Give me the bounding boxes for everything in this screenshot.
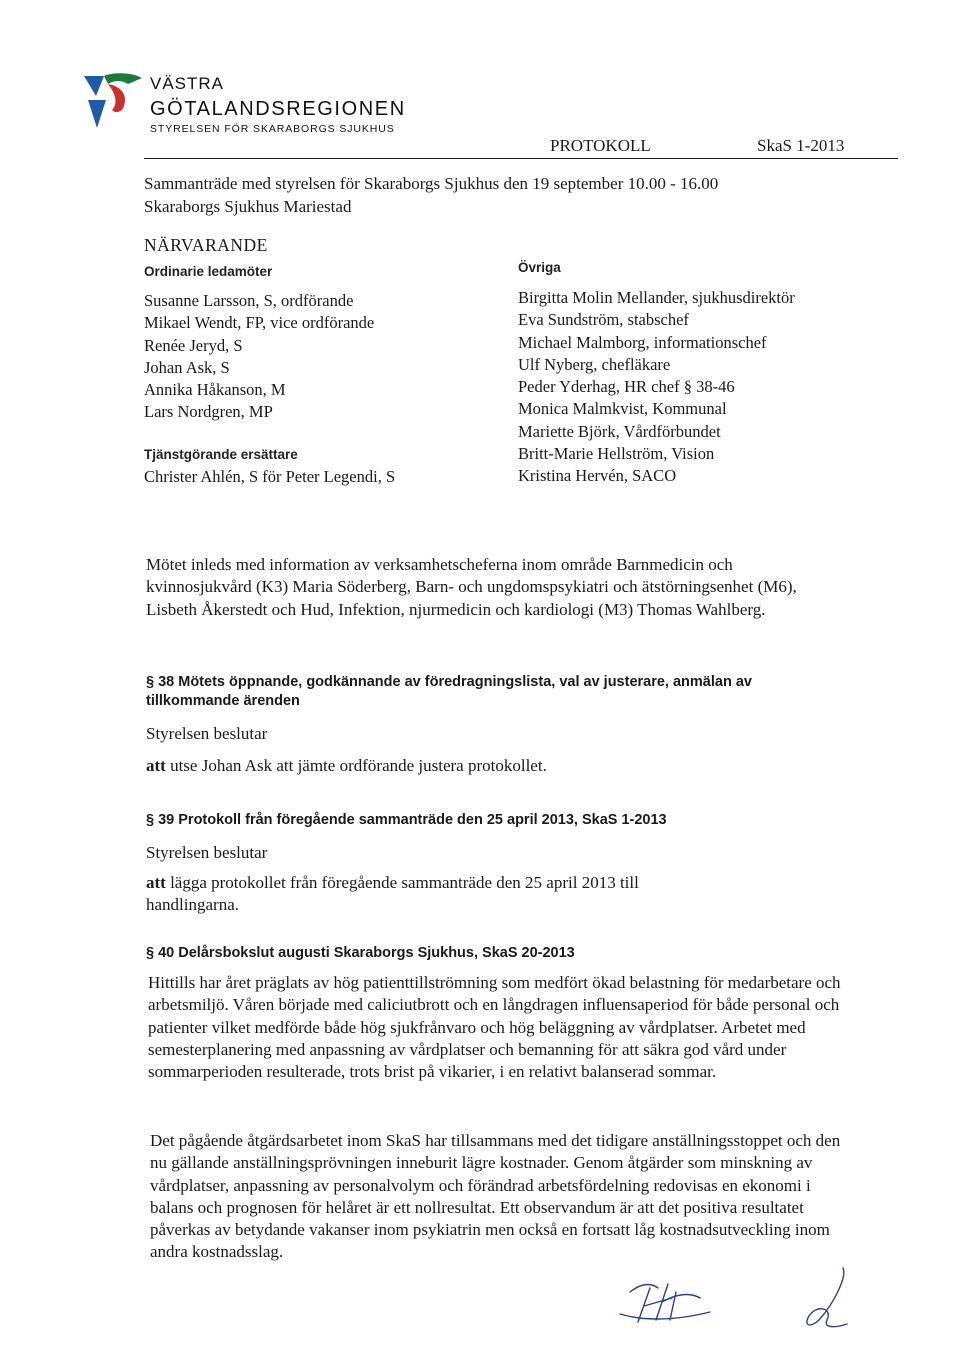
section-39-decision-label: Styrelsen beslutar (146, 843, 268, 862)
section-39-decision (146, 872, 726, 917)
list-item: Peder Yderhag, HR chef § 38-46 (518, 377, 735, 397)
members-list (144, 290, 374, 424)
list-item: Mikael Wendt, FP, vice ordförande (144, 313, 375, 333)
list-item: Renée Jeryd, S (144, 335, 243, 355)
section-38-decision (146, 755, 746, 777)
others-heading: Övriga (518, 260, 561, 275)
initials-signature-1-icon (610, 1262, 720, 1342)
section-40-paragraph-2: Det pågående åtgärdsarbetet inom SkaS har tillsammans med det tidigare anställningsstoppet och den nu gällande anställningsprövningen inneburit lägre kostnader. Genom åtgärder som minskning av vårdplatser, anpassning av personalvolym och förändrad arbetsfördelning redovisas en ekonomi i balans och prognosen för helåret är ett nollresultat. Ett observandum är att det positiva resultatet påverkas av betydande vakanser inom psykiatrin men också en fortsatt låg kostnadsutveckling inom andra kostnadsslag. (150, 1131, 841, 1262)
list-item: Christer Ahlén, S för Peter Legendi, S (144, 467, 396, 486)
others-list (518, 287, 795, 488)
list-item: Britt-Marie Hellström, Vision (518, 444, 715, 464)
section-40-title: § 40 Delårsbokslut augusti Skaraborgs Sjukhus, SkaS 20-2013 (146, 945, 575, 961)
att-keyword: att (146, 756, 166, 775)
section-39-title: § 39 Protokoll från föregående sammanträde den 25 april 2013, SkaS 1-2013 (146, 812, 667, 828)
list-item: Mariette Björk, Vårdförbundet (518, 421, 721, 441)
members-heading: Ordinarie ledamöter (144, 264, 273, 279)
region-logo-icon (82, 72, 146, 136)
initials-signature-2-icon (785, 1262, 865, 1342)
document-type: PROTOKOLL (550, 136, 651, 155)
list-item: Birgitta Molin Mellander, sjukhusdirektör (518, 288, 795, 307)
header-rule (144, 158, 898, 159)
list-item: Lars Nordgren, MP (144, 402, 273, 422)
list-item: Michael Malmborg, informationschef (518, 332, 767, 352)
meeting-line: Sammanträde med styrelsen för Skaraborgs Sjukhus den 19 september 10.00 - 16.00 (144, 174, 719, 193)
intro-paragraph: Mötet inleds med information av verksamhetscheferna inom område Barnmedicin och kvinnosjukvård (K3) Maria Söderberg, Barn- och ungdomspsykiatri och ätstörningsenhet (M6), Lisbeth Åkerstedt och Hud, Infektion, njurmedicin och kardiologi (M3) Thomas Wahlberg. (146, 555, 797, 619)
deputies-list (144, 466, 395, 488)
decision-text: utse Johan Ask att jämte ordförande justera protokollet. (165, 756, 547, 775)
decision-text: lägga protokollet från föregående sammanträde den 25 april 2013 till handlingarna. (146, 873, 639, 915)
present-heading: NÄRVARANDE (144, 235, 268, 255)
deputies-heading: Tjänstgörande ersättare (144, 447, 298, 462)
meeting-location: Skaraborgs Sjukhus Mariestad (144, 197, 352, 216)
list-item: Eva Sundström, stabschef (518, 310, 689, 330)
list-item: Ulf Nyberg, chefläkare (518, 354, 671, 374)
list-item: Johan Ask, S (144, 357, 230, 377)
list-item: Susanne Larsson, S, ordförande (144, 291, 354, 310)
org-name-line2: GÖTALANDSREGIONEN (150, 98, 406, 120)
att-keyword: att (146, 873, 166, 892)
list-item: Kristina Hervén, SACO (518, 466, 677, 486)
section-38-title: § 38 Mötets öppnande, godkännande av föredragningslista, val av justerare, anmälan av tillkommande ärenden (146, 674, 752, 709)
org-name-line3: STYRELSEN FÖR SKARABORGS SJUKHUS (150, 123, 395, 135)
section-40-paragraph-1: Hittills har året präglats av hög patienttillströmning som medfört ökad belastning för medarbetare och arbetsmiljö. Våren började med caliciutbrott och en långdragen influensaperiod för både personal och patienter vilket medförde både hög sjukfrånvaro och hög beläggning av vårdplatser. Arbetet med semesterplanering med anpassning av vårdplatser och bemanning för att säkra god vård under sommarperioden resulterade, trots brist på vikarier, i en relativt balanserad sommar. (148, 973, 841, 1082)
section-38-decision-label: Styrelsen beslutar (146, 724, 268, 743)
document-id: SkaS 1-2013 (757, 136, 845, 155)
list-item: Monica Malmkvist, Kommunal (518, 399, 727, 419)
list-item: Annika Håkanson, M (144, 380, 286, 400)
org-name-line1: VÄSTRA (150, 74, 225, 93)
